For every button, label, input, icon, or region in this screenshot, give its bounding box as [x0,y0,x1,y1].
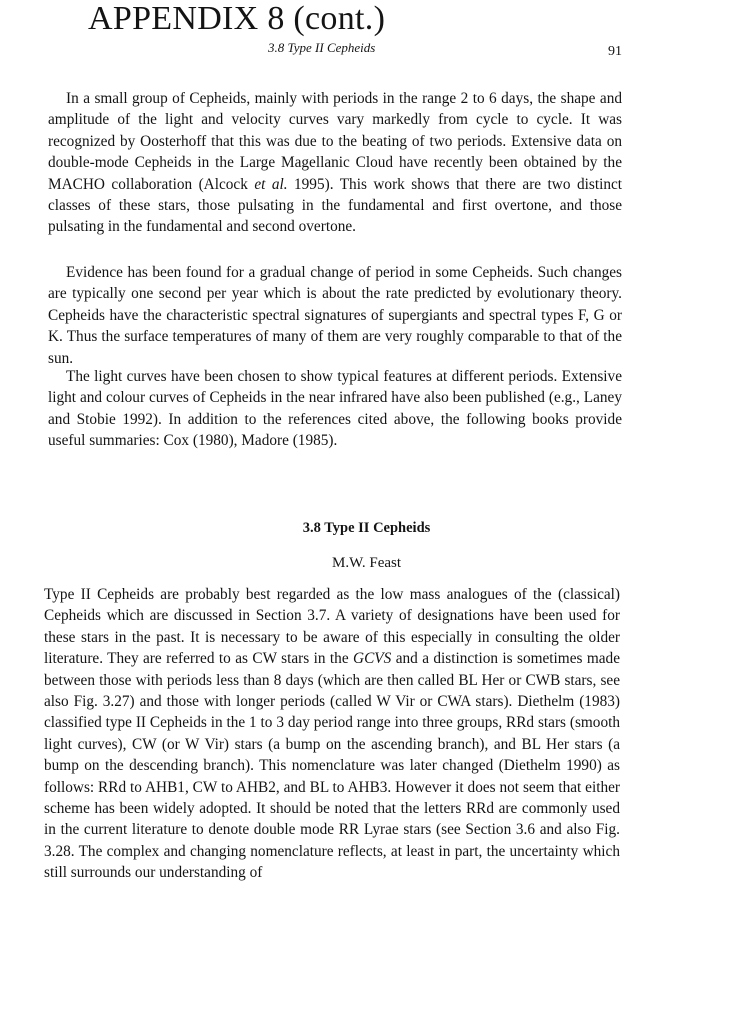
running-head: 3.8 Type II Cepheids [268,40,376,55]
paragraph-light-curves: The light curves have been chosen to show typical features at different periods. Extensive light and colour curves of Cepheids in the near infrared have also been published (e.g., Laney and Stobie 1992). In addition to the references cited above, the following books provide useful summaries: Cox (1980), Madore (1985). [48,368,622,450]
section-author: M.W. Feast [331,555,402,571]
paragraph-double-mode-cepheids [48,88,622,238]
paragraph-period-change: Evidence has been found for a gradual change of period in some Cepheids. Such changes are typically one second per year which is about the rate predicted by evolutionary theory. Cepheids have the characteristic spectral signatures of supergiants and spectral types F, G or K. Thus the surface temperatures of many of them are very roughly comparable to that of the sun. [48,264,622,367]
paragraph-type-ii-cepheids [44,584,620,884]
page-number: 91 [608,44,622,59]
paragraph-text: and a distinction is sometimes made between those with periods less than 8 days (which are then called BL Her or CWB stars, see also Fig. 3.27) and those with longer periods (called W Vir or CWA stars). Diethelm (1983) classified type II Cepheids in the 1 to 3 day period range into three groups, RRd stars (smooth light curves), CW (or W Vir) stars (a bump on the ascending branch), and BL Her stars (a bump on the descending branch). This nomenclature was later changed (Diethelm 1990) as follows: RRd to AHB1, CW to AHB2, and BL to AHB3. However it does not seem that either scheme has been widely adopted. It should be noted that the letters RRd are commonly used in the current literature to denote double mode RR Lyrae stars (see Section 3.6 and also Fig. 3.28. The complex and changing nomenclature reflects, at least in part, the uncertainty which still surrounds our understanding of [44,650,620,882]
paragraph-text: In a small group of Cepheids, mainly with periods in the range 2 to 6 days, the shape and amplitude of the light and velocity curves vary markedly from cycle to cycle. It was recognized by Oosterhoff that this was due to the beating of two periods. Extensive data on double-mode Cepheids in the Large Magellanic Cloud have recently been obtained by the MACHO collaboration (Alcock [48,90,622,193]
italic-text: GCVS [353,650,392,668]
italic-text: et al. [254,175,288,193]
appendix-title: APPENDIX 8 (cont.) [88,0,386,37]
paragraph-text: 1995). This work shows that there are two distinct classes of these stars, those pulsating in the fundamental and first overtone, and those pulsating in the fundamental and second overtone. [48,175,623,236]
section-heading: 3.8 Type II Cepheids [302,520,431,536]
paragraph-text: Type II Cepheids are probably best regarded as the low mass analogues of the (classical) Cepheids which are discussed in Section 3.7. A variety of designations have been used for these stars in the past. It is necessary to be aware of this especially in consulting the older literature. They are referred to as CW stars in the [44,586,620,668]
